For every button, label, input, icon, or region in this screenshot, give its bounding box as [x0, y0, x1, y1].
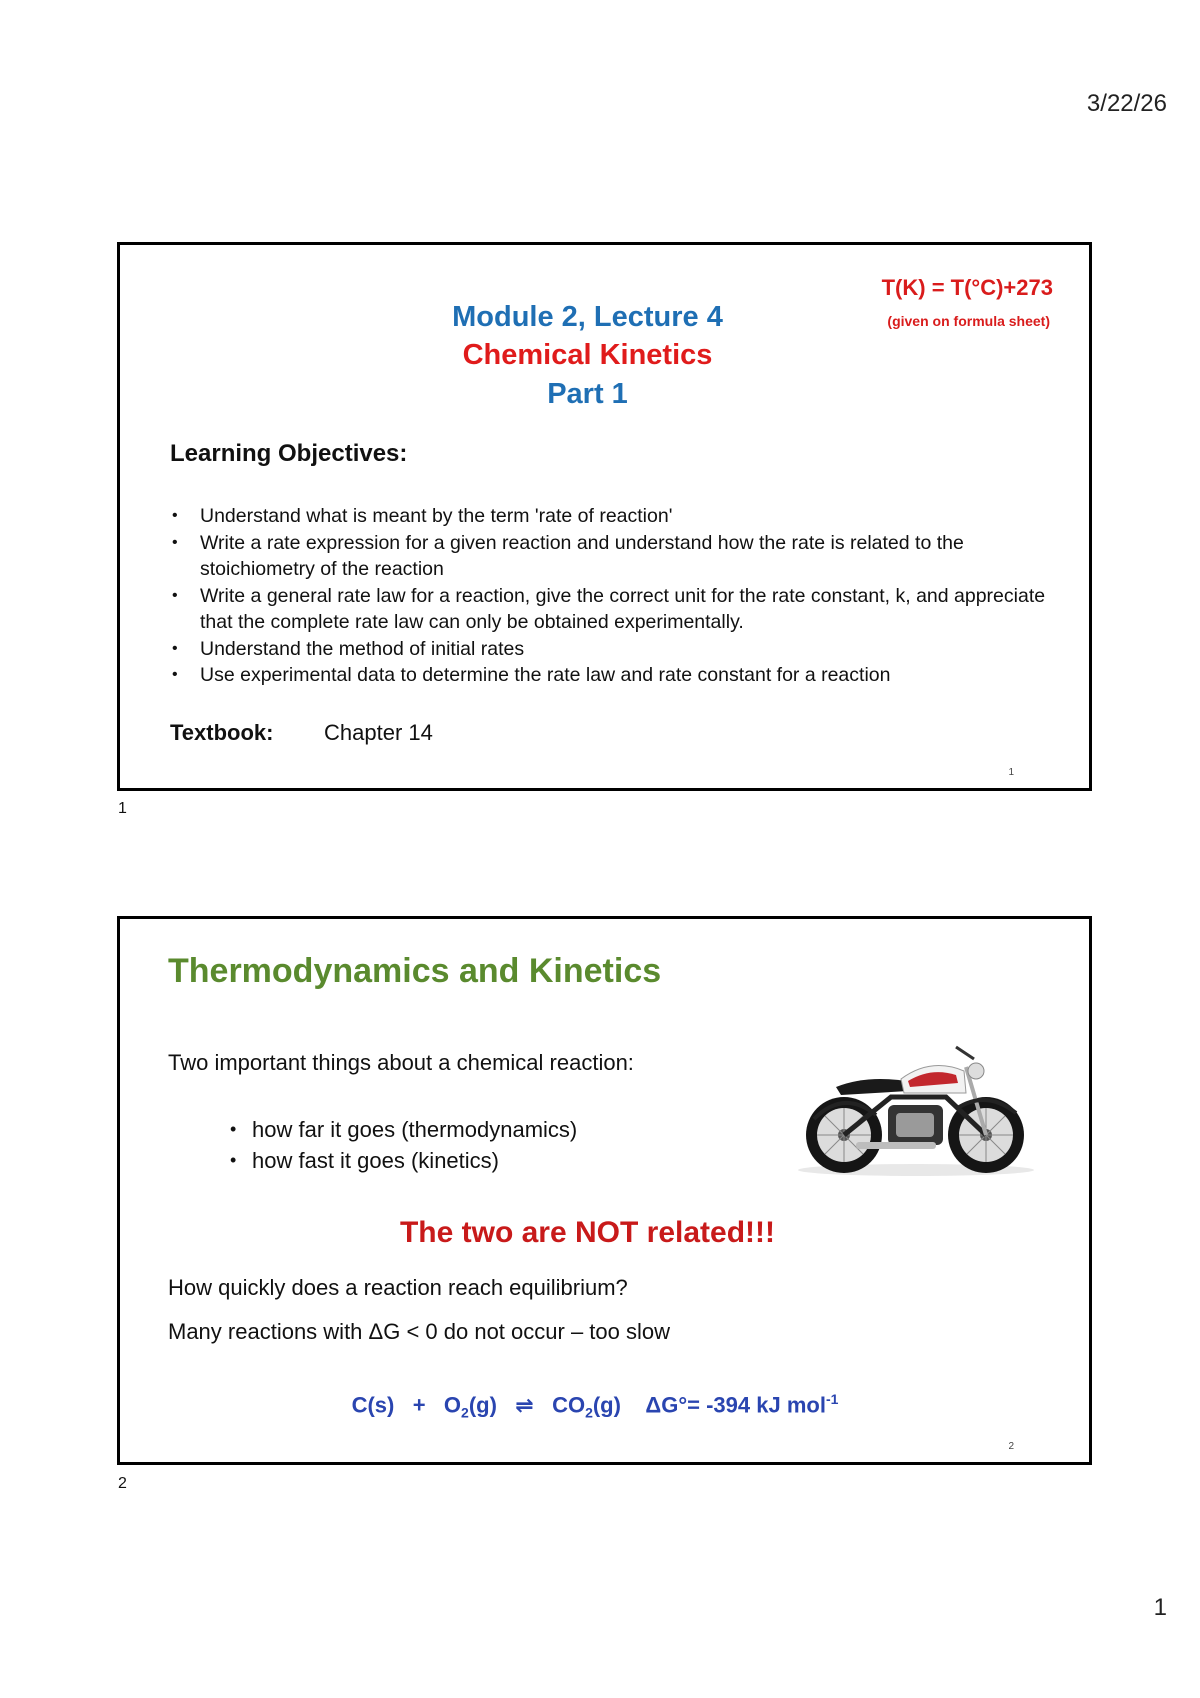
- eq-arrow: ⇌: [515, 1392, 534, 1418]
- eq-plus: +: [412, 1392, 426, 1418]
- eq-energy-sup: -1: [825, 1391, 839, 1407]
- emphasis-statement: The two are NOT related!!!: [399, 1216, 776, 1249]
- slide1-title-module: Module 2, Lecture 4: [452, 301, 723, 333]
- textbook-value: Chapter 14: [324, 720, 433, 745]
- temperature-formula: T(K) = T(°C)+273: [881, 275, 1053, 300]
- slide1-outer-number: 1: [118, 800, 127, 817]
- eq-product-sub: 2: [585, 1404, 593, 1421]
- slide2-outer-number: 2: [118, 1475, 127, 1492]
- objective-item: • Use experimental data to determine the rate law and rate constant for a reaction: [170, 662, 1050, 689]
- combustion-equation: [120, 1391, 1070, 1421]
- slide2-inner-number: 2: [1008, 1441, 1014, 1452]
- bullet-item: • how fast it goes (kinetics): [230, 1145, 577, 1176]
- slide2-bullets: [230, 1114, 577, 1176]
- eq-reactant2-state: (g): [468, 1392, 497, 1418]
- slide2-statement: Many reactions with ΔG < 0 do not occur – too slow: [168, 1319, 670, 1344]
- slide1-inner-number: 1: [1008, 767, 1014, 778]
- slide1-title-topic: Chemical Kinetics: [462, 339, 713, 371]
- objective-item: • Write a rate expression for a given reaction and understand how the rate is related to the stoichiometry of the reaction: [170, 530, 1050, 583]
- page-number: 1: [1153, 1594, 1167, 1621]
- objective-item: • Write a general rate law for a reaction, give the correct unit for the rate constant, k, and appreciate that the complete rate law can only be obtained experimentally.: [170, 583, 1050, 636]
- eq-reactant2-sub: 2: [461, 1404, 469, 1421]
- eq-product: CO: [552, 1392, 586, 1418]
- handout-date: 3/22/26: [1086, 90, 1167, 117]
- objective-item: • Understand what is meant by the term 'rate of reaction': [170, 503, 1050, 530]
- slide-2: [117, 916, 1092, 1465]
- objective-item: • Understand the method of initial rates: [170, 636, 1050, 663]
- slide-1: [117, 242, 1092, 791]
- eq-energy: ΔG°= -394 kJ mol: [645, 1392, 826, 1418]
- textbook-reference: [170, 720, 433, 746]
- eq-reactant2: O: [443, 1392, 462, 1418]
- slide1-title-part: Part 1: [547, 378, 628, 410]
- motorcycle-photo: [796, 1027, 1036, 1182]
- objectives-list: [170, 503, 1050, 689]
- bullet-item: • how far it goes (thermodynamics): [230, 1114, 577, 1145]
- slide2-question: How quickly does a reaction reach equilibrium?: [168, 1275, 628, 1300]
- slide2-title: Thermodynamics and Kinetics: [168, 952, 662, 990]
- eq-product-state: (g): [592, 1392, 621, 1418]
- formula-note: (given on formula sheet): [887, 313, 1050, 329]
- textbook-label: Textbook:: [170, 720, 274, 745]
- slide2-intro: Two important things about a chemical reaction:: [168, 1050, 634, 1075]
- objectives-heading: Learning Objectives:: [170, 440, 408, 467]
- eq-reactant1: C(s): [351, 1392, 395, 1418]
